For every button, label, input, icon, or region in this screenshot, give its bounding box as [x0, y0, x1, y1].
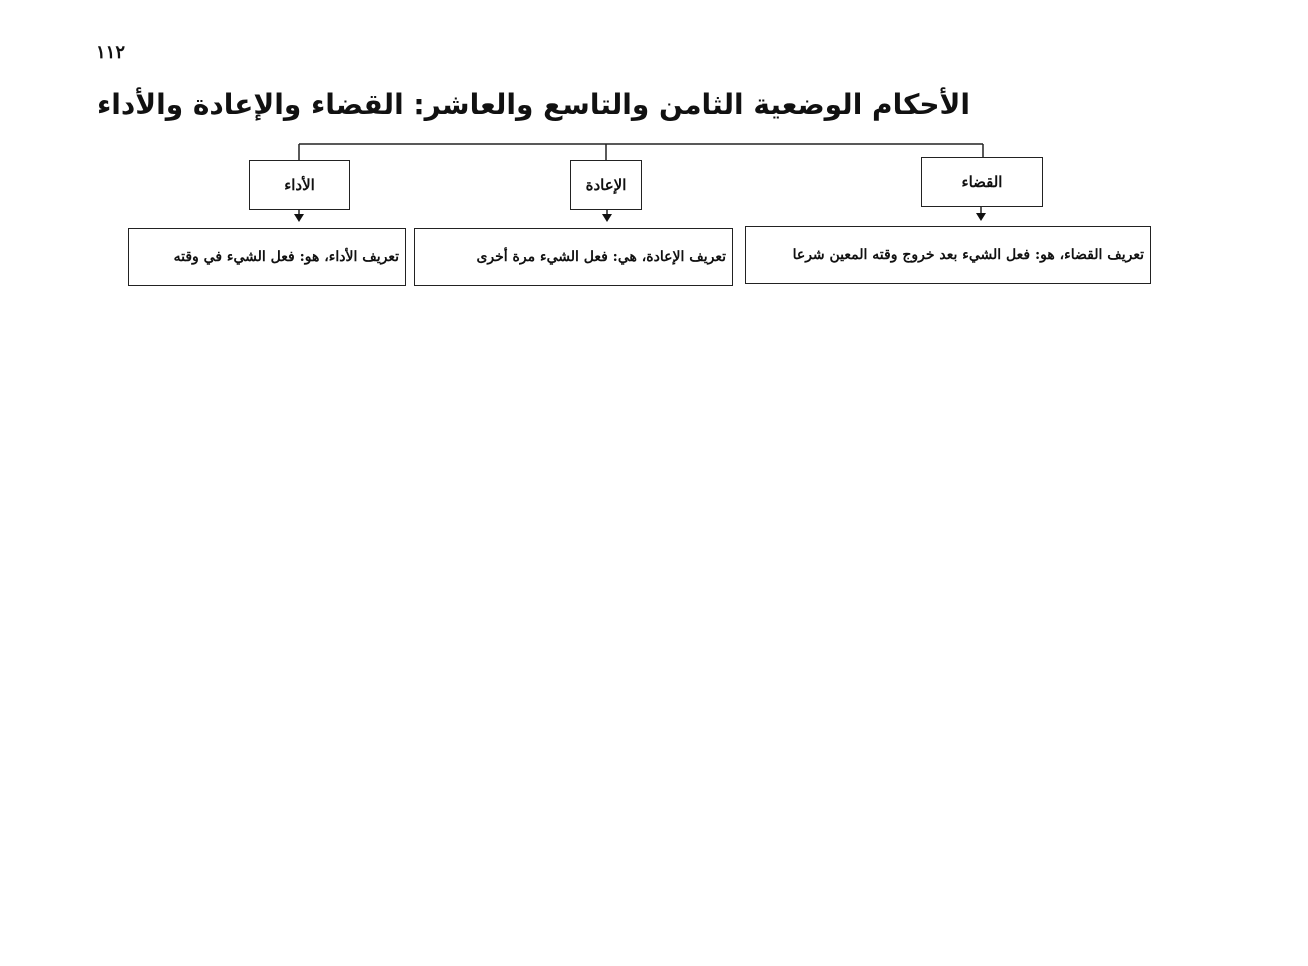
heading-label-iada: الإعادة [585, 176, 627, 194]
heading-box-iada [570, 160, 642, 210]
definition-box-qada [745, 226, 1151, 284]
arrow-head-adaa [294, 214, 304, 222]
diagram-title: الأحكام الوضعية الثامن والتاسع والعاشر: القضاء والإعادة والأداء [96, 88, 970, 121]
definition-text-qada: تعريف القضاء، هو: فعل الشيء بعد خروج وقته المعين شرعا [792, 247, 1144, 263]
heading-label-adaa: الأداء [284, 176, 315, 194]
definition-box-iada [414, 228, 733, 286]
definition-box-adaa [128, 228, 406, 286]
page-number: ١١٢ [96, 42, 126, 63]
arrow-head-qada [976, 213, 986, 221]
definition-text-adaa: تعريف الأداء، هو: فعل الشيء في وقته [173, 249, 399, 265]
definition-text-iada: تعريف الإعادة، هي: فعل الشيء مرة أخرى [476, 249, 726, 265]
heading-box-adaa [249, 160, 350, 210]
heading-box-qada [921, 157, 1043, 207]
arrow-head-iada [602, 214, 612, 222]
heading-label-qada: القضاء [961, 173, 1003, 191]
